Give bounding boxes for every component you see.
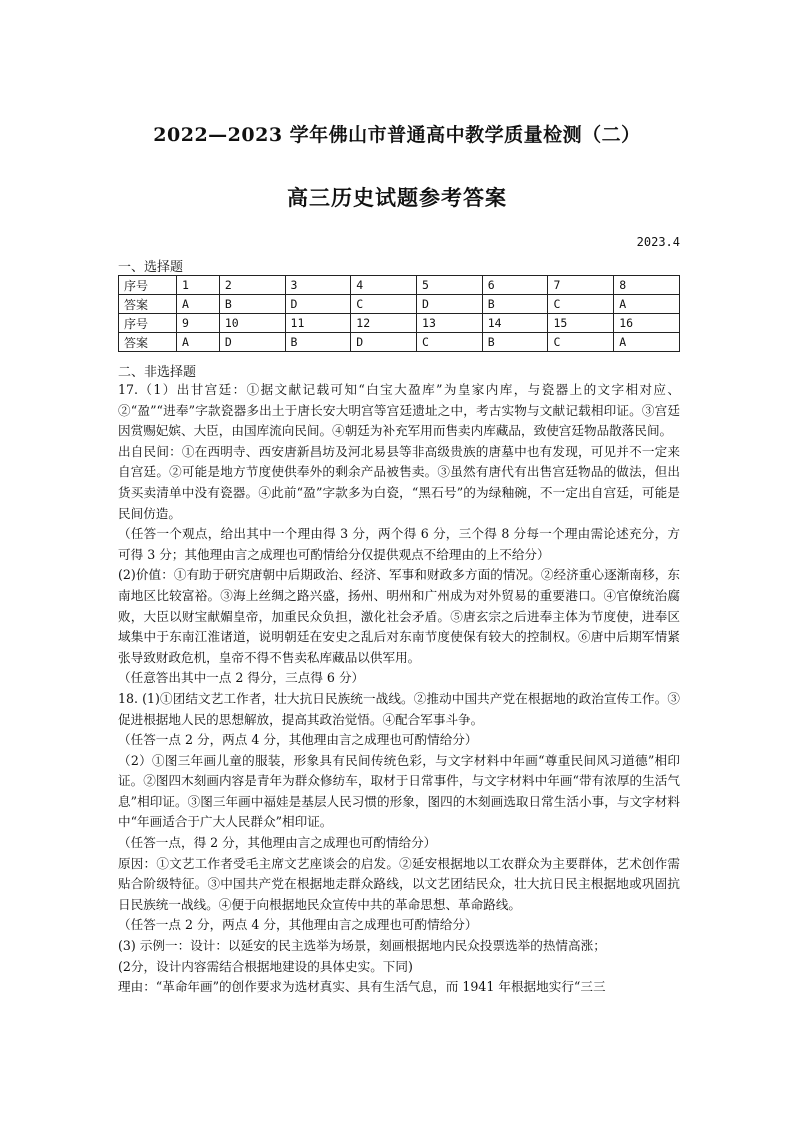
document-subtitle: 高三历史试题参考答案 xyxy=(287,185,507,210)
answer-paragraph: (2分，设计内容需结合根据地建设的具体史实。下同) xyxy=(118,958,413,974)
table-cell: A xyxy=(177,295,220,314)
table-cell: 13 xyxy=(417,314,483,333)
table-row-header: 序号 xyxy=(119,314,177,333)
table-cell: B xyxy=(285,333,351,352)
table-cell: 14 xyxy=(482,314,548,333)
table-cell: 10 xyxy=(219,314,285,333)
answer-table xyxy=(118,275,680,352)
table-cell: 15 xyxy=(548,314,614,333)
table-cell: D xyxy=(219,333,285,352)
document-title: 2022—2023 学年佛山市普通高中教学质量检测（二） xyxy=(153,124,641,146)
table-cell: 9 xyxy=(177,314,220,333)
answer-paragraph: （任意答出其中一点 2 得分，三点得 6 分） xyxy=(118,670,365,686)
table-cell: A xyxy=(614,295,680,314)
table-cell: A xyxy=(177,333,220,352)
table-row-header: 答案 xyxy=(119,295,177,314)
answer-paragraph: 17.（1）出甘宫廷：①据文献记载可知“白宝大盈库”为皇家内库，与瓷器上的文字相对应、②“盈”“进奉”字款瓷器多出土于唐长安大明宫等宫廷遗址之中，考古实物与文献记载相印证。③宫廷因赏赐妃嫔、大臣，由国库流向民间。④朝廷为补充军用而售卖内库藏品，致使宫廷物品散落民间。 xyxy=(118,382,680,439)
table-cell: C xyxy=(548,333,614,352)
answer-paragraph: 18. (1)①团结文艺工作者，壮大抗日民族统一战线。②推动中国共产党在根据地的政治宣传工作。③促进根据地人民的思想解放，提高其政治觉悟。④配合军事斗争。 xyxy=(118,690,680,727)
table-row xyxy=(119,295,680,314)
answer-paragraph: 理由：“革命年画”的创作要求为选材真实、具有生活气息，而 1941 年根据地实行“三三 xyxy=(118,979,606,995)
answer-paragraph: （任答一点 2 分，两点 4 分，其他理由言之成理也可酌情给分） xyxy=(118,732,478,748)
answer-paragraph: (3) 示例一：设计：以延安的民主选举为场景，刻画根据地内民众投票选举的热情高涨； xyxy=(118,938,606,954)
answer-paragraph: （任答一点 2 分，两点 4 分，其他理由言之成理也可酌情给分） xyxy=(118,917,478,933)
table-cell: 11 xyxy=(285,314,351,333)
table-row-header: 序号 xyxy=(119,276,177,295)
table-cell: B xyxy=(219,295,285,314)
answer-body xyxy=(118,380,680,998)
table-row xyxy=(119,276,680,295)
answer-paragraph: 出自民间：①在西明寺、西安唐新昌坊及河北易县等非高级贵族的唐墓中也有发现，可见并不一定来自宫廷。②可能是地方节度使供奉外的剩余产品被售卖。③虽然有唐代有出售宫廷物品的做法，但出货买卖清单中没有瓷器。④此前“盈”字款多为白瓷，“黑石号”的为绿釉碗，不一定出自宫廷，可能是民间仿造。 xyxy=(118,443,680,521)
table-cell: 16 xyxy=(614,314,680,333)
table-cell: C xyxy=(417,333,483,352)
section-heading-non-multiple-choice: 二、非选择题 xyxy=(118,365,197,380)
table-cell: 4 xyxy=(351,276,417,295)
table-row xyxy=(119,314,680,333)
table-cell: B xyxy=(482,295,548,314)
table-cell: 7 xyxy=(548,276,614,295)
document-date: 2023.4 xyxy=(636,235,680,249)
section-heading-multiple-choice: 一、选择题 xyxy=(118,260,184,275)
answer-paragraph: （任答一个观点，给出其中一个理由得 3 分，两个得 6 分，三个得 8 分每一个理由需论述充分，方可得 3 分；其他理由言之成理也可酌情给分仅提供观点不给理由的上不给分） xyxy=(118,526,680,562)
table-cell: C xyxy=(548,295,614,314)
table-cell: B xyxy=(482,333,548,352)
table-row xyxy=(119,333,680,352)
table-cell: D xyxy=(351,333,417,352)
answer-paragraph: (2)价值：①有助于研究唐朝中后期政治、经济、军事和财政多方面的情况。②经济重心逐渐南移，东南地区比较富裕。③海上丝绸之路兴盛，扬州、明州和广州成为对外贸易的重要港口。④官僚统治腐败，大臣以财宝献媚皇帝，加重民众负担，激化社会矛盾。⑤唐玄宗之后进奉主体为节度使，进奉区域集中于东南江淮诸道，说明朝廷在安史之乱后对东南节度使保有较大的控制权。⑥唐中后期军情紧张导致财政危机，皇帝不得不售卖私库藏品以供军用。 xyxy=(118,567,680,665)
answer-paragraph: （2）①图三年画儿童的服装，形象具有民间传统色彩，与文字材料中年画“尊重民间风习道德”相印证。②图四木刻画内容是青年为群众修纺车，取材于日常事件，与文字材料中年画“带有浓厚的生活气息”相印证。③图三年画中福娃是基层人民习惯的形象，图四的木刻画选取日常生活小事，与文字材料中“年画适合于广大人民群众”相印证。 xyxy=(118,752,680,830)
table-cell: 6 xyxy=(482,276,548,295)
table-cell: 5 xyxy=(417,276,483,295)
answer-paragraph: （任答一点，得 2 分，其他理由言之成理也可酌情给分） xyxy=(118,835,437,851)
table-cell: D xyxy=(417,295,483,314)
answer-paragraph: 原因：①文艺工作者受毛主席文艺座谈会的启发。②延安根据地以工农群众为主要群体，艺术创作需贴合阶级特征。③中国共产党在根据地走群众路线，以文艺团结民众，壮大抗日民主根据地或巩固抗日民族统一战线。④便于向根据地民众宣传中共的革命思想、革命路线。 xyxy=(118,855,680,912)
table-cell: 2 xyxy=(219,276,285,295)
table-row-header: 答案 xyxy=(119,333,177,352)
table-cell: 12 xyxy=(351,314,417,333)
table-cell: D xyxy=(285,295,351,314)
table-cell: 3 xyxy=(285,276,351,295)
table-cell: A xyxy=(614,333,680,352)
table-cell: 8 xyxy=(614,276,680,295)
table-cell: 1 xyxy=(177,276,220,295)
table-cell: C xyxy=(351,295,417,314)
